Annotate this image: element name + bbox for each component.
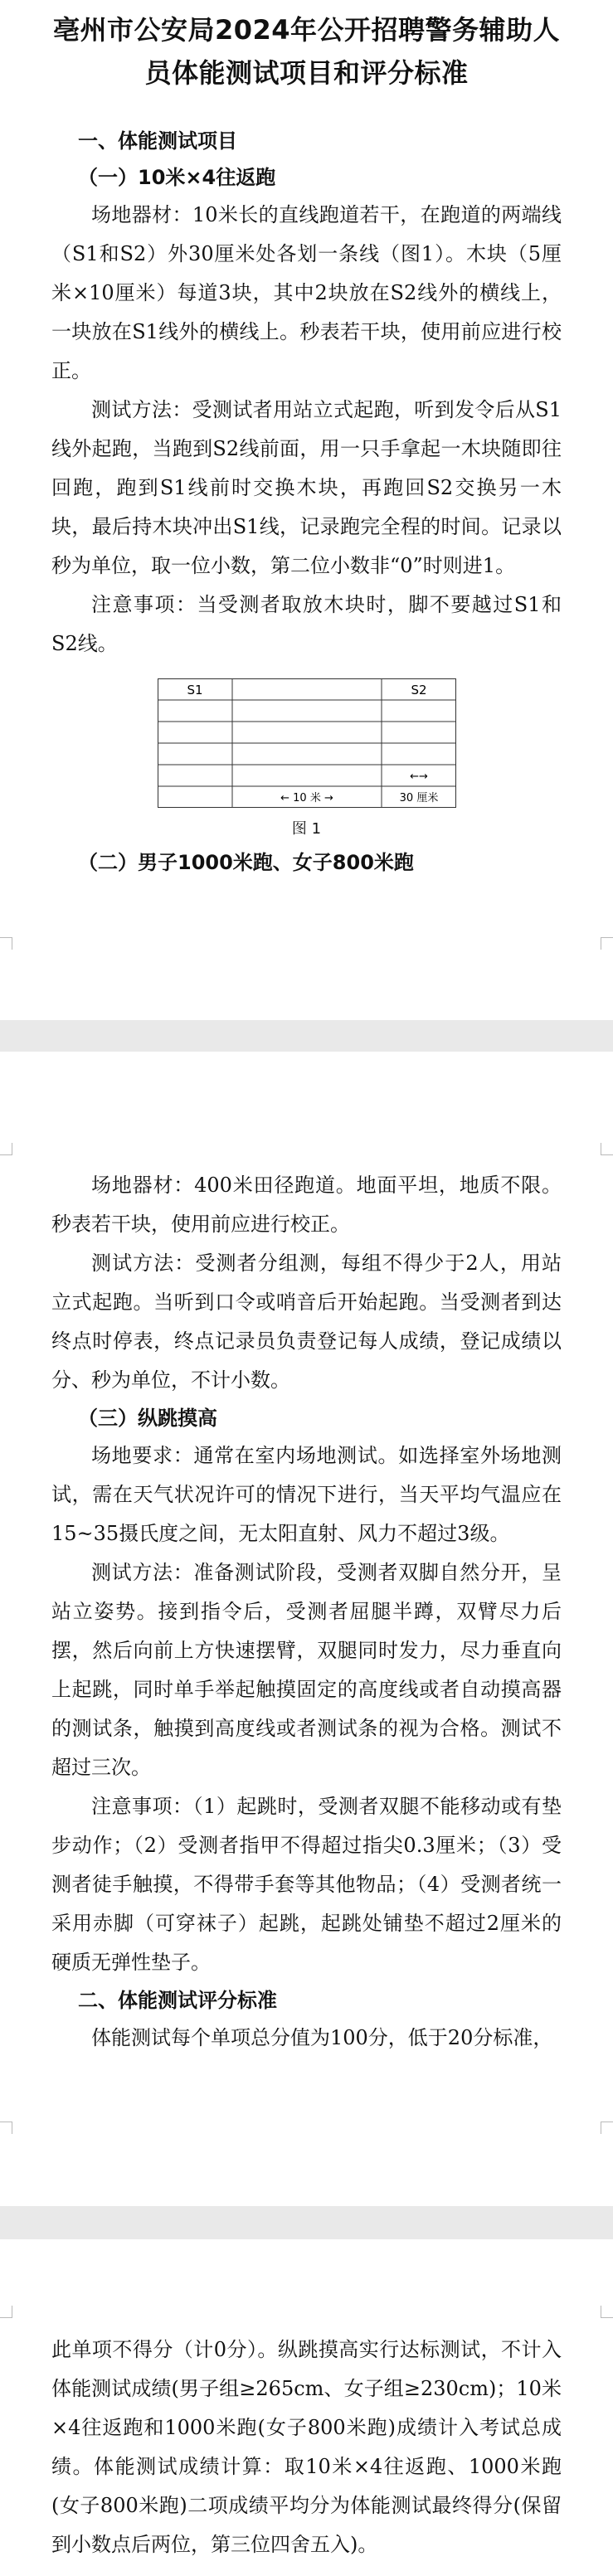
label-30cm: 30 厘米 [399, 792, 438, 804]
page-corner-mark [601, 1143, 613, 1155]
section-1-heading: 一、体能测试项目 [78, 129, 237, 153]
item-2-heading: （二）男子1000米跑、女子800米跑 [78, 851, 414, 874]
label-s1: S1 [186, 683, 203, 697]
page-corner-mark [601, 2122, 613, 2134]
page-corner-mark [0, 2306, 12, 2318]
document-page-2 [0, 1052, 613, 2206]
section-2-paragraph-start: 体能测试每个单项总分值为100分，低于20分标准， [91, 2026, 553, 2049]
page-corner-mark [0, 937, 12, 950]
page-corner-mark [601, 2306, 613, 2318]
item-3-venue: 场地要求：通常在室内场地测试。如选择室外场地测试，需在天气状况许可的情况下进行，当天平均气温应在15~35摄氏度之间，无太阳直射、风力不超过3级。 [51, 1444, 562, 1545]
item-1-method: 测试方法：受测试者用站立式起跑，听到发令后从S1线外起跑，当跑到S2线前面，用一只手拿起一木块随即往回跑，跑到S1线前时交换木块，再跑回S2交换另一木块，最后持木块冲出S1线，记录跑完全程的时间。记录以秒为单位，取一位小数，第二位小数非“0”时则进1。 [51, 398, 562, 577]
page-corner-mark [0, 1143, 12, 1155]
document-page-1 [0, 0, 613, 1020]
item-3-method: 测试方法：准备测试阶段，受测者双脚自然分开，呈站立姿势。接到指令后，受测者屈腿半蹲，双臂尽力后摆，然后向前上方快速摆臂，双腿同时发力，尽力垂直向上起跳，同时单手举起触摸固定的高度线或者自动摸高器的测试条，触摸到高度线或者测试条的视为合格。测试不超过三次。 [51, 1561, 562, 1779]
figure-1 [51, 678, 562, 844]
label-10m: ← 10 米 → [280, 792, 333, 804]
document-title: 亳州市公安局2024年公开招聘警务辅助人员体能测试项目和评分标准 [52, 14, 561, 89]
section-2-heading: 二、体能测试评分标准 [78, 1989, 277, 2012]
label-s2: S2 [410, 683, 427, 697]
page-corner-mark [0, 2122, 12, 2134]
shuttle-run-diagram [158, 678, 456, 808]
page-corner-mark [601, 937, 613, 950]
label-arrow: ←→ [409, 770, 428, 783]
document-page-3 [0, 2239, 613, 2576]
item-3-notes: 注意事项：（1）起跳时，受测者双腿不能移动或有垫步动作；（2）受测者指甲不得超过指尖0.3厘米；（3）受测者徒手触摸，不得带手套等其他物品；（4）受测者统一采用赤脚（可穿袜子）起跳，起跳处铺垫不超过2厘米的硬质无弹性垫子。 [51, 1795, 562, 1974]
item-1-equipment: 场地器材：10米长的直线跑道若干，在跑道的两端线（S1和S2）外30厘米处各划一条线（图1）。木块（5厘米×10厘米）每道3块，其中2块放在S2线外的横线上，一块放在S1线外的横线上。秒表若干块，使用前应进行校正。 [51, 203, 562, 382]
item-1-heading: （一）10米×4往返跑 [78, 166, 276, 189]
item-2-method: 测试方法：受测者分组测，每组不得少于2人，用站立式起跑。当听到口令或哨音后开始起跑。当受测者到达终点时停表，终点记录员负责登记每人成绩，登记成绩以分、秒为单位，不计小数。 [51, 1252, 562, 1392]
item-3-heading: （三）纵跳摸高 [78, 1407, 217, 1430]
item-1-notes: 注意事项：当受测者取放木块时，脚不要越过S1和S2线。 [51, 593, 562, 655]
figure-caption: 图 1 [291, 820, 322, 838]
item-2-equipment: 场地器材：400米田径跑道。地面平坦，地质不限。秒表若干块，使用前应进行校正。 [51, 1174, 562, 1236]
section-2-paragraph-continued: 此单项不得分（计0分）。纵跳摸高实行达标测试，不计入体能测试成绩(男子组≥265cm、女子组≥230cm)；10米×4往返跑和1000米跑(女子800米跑)成绩计入考试总成绩。体能测试成绩计算：取10米×4往返跑、1000米跑(女子800米跑)二项成绩平均分为体能测试最终得分(保留到小数点后两位，第三位四舍五入)。 [51, 2338, 562, 2556]
